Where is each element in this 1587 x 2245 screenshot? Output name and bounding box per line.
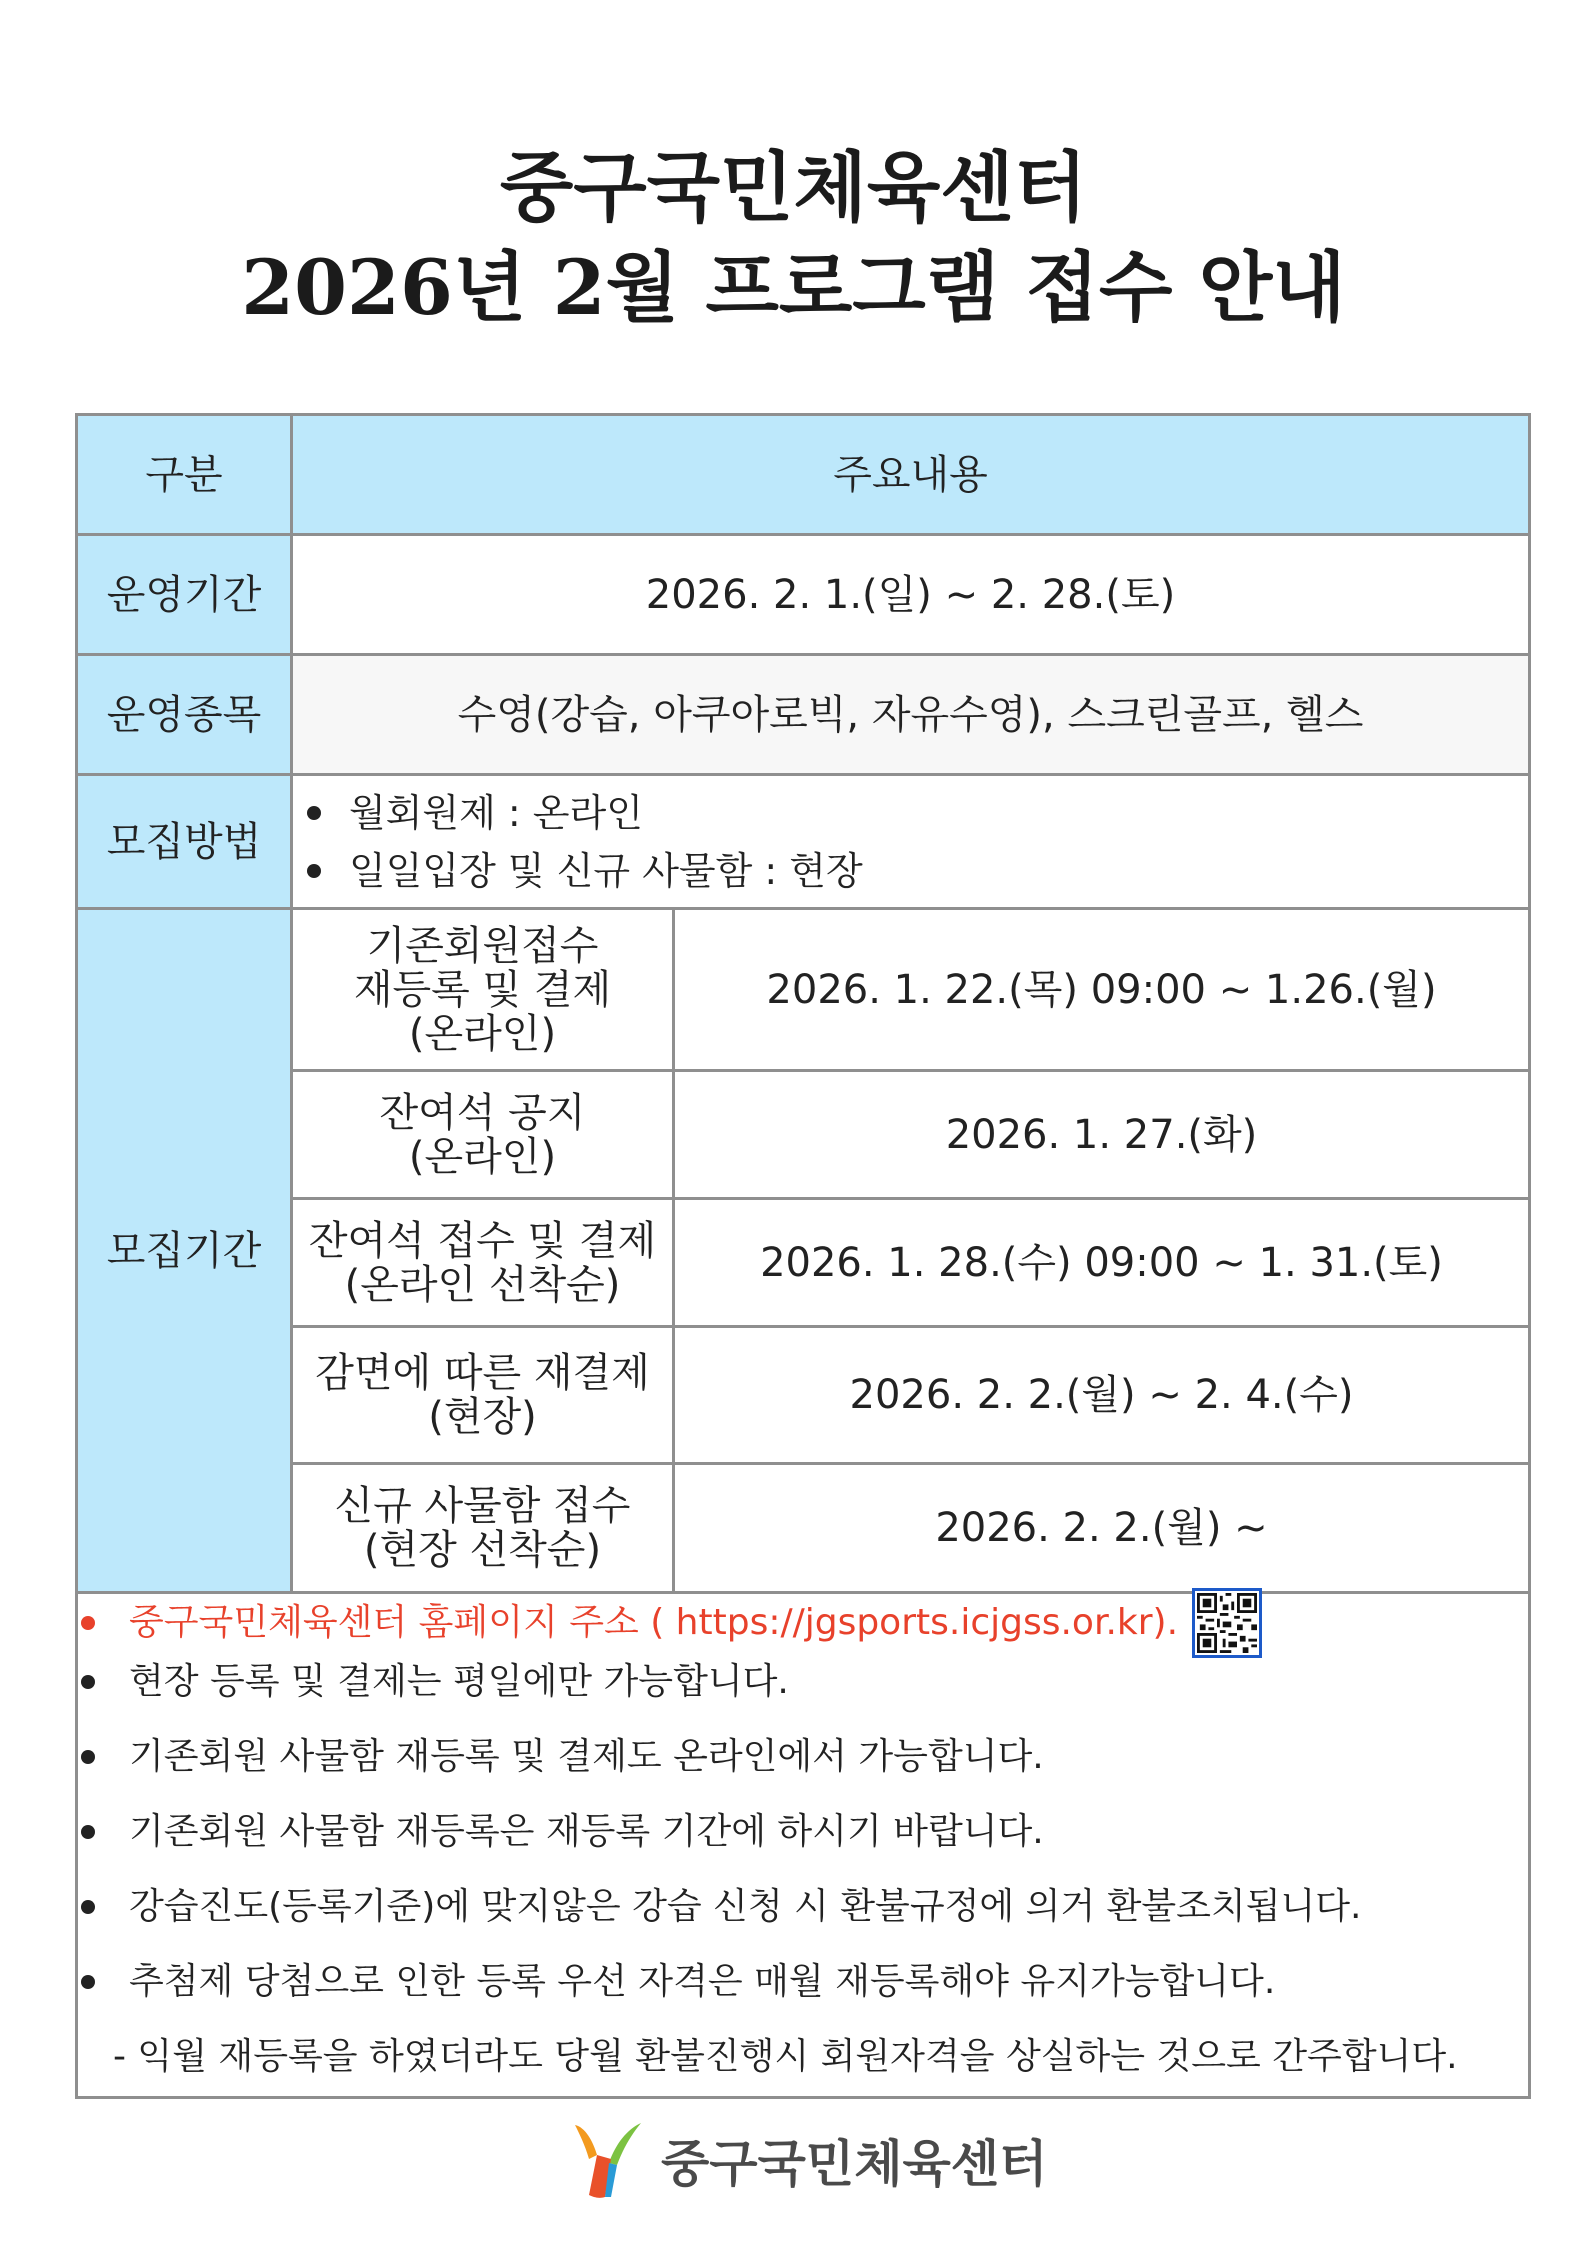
recruit-row-name: 감면에 따른 재결제 (현장) — [293, 1328, 675, 1465]
recruit-row-value: 2026. 1. 28.(수) 09:00 ~ 1. 31.(토) — [675, 1200, 1528, 1328]
recruit-row-name: 기존회원접수 재등록 및 결제 (온라인) — [293, 910, 675, 1072]
notes-section — [75, 1578, 1531, 2099]
note-item: 기존회원 사물함 재등록은 재등록 기간에 하시기 바랍니다. — [75, 1808, 1044, 1856]
header-content: 주요내용 — [293, 416, 1528, 536]
label-recruit-period: 모집기간 — [78, 910, 293, 1594]
label-operation-period: 운영기간 — [78, 536, 293, 656]
qr-code-icon[interactable] — [1192, 1588, 1262, 1658]
center-logo-icon — [567, 2119, 647, 2201]
list-item: 월회원제 : 온라인 — [307, 784, 863, 842]
recruit-row-name: 잔여석 공지 (온라인) — [293, 1072, 675, 1200]
recruit-row-name: 잔여석 접수 및 결제 (온라인 선착순) — [293, 1200, 675, 1328]
bullet-icon — [81, 1900, 95, 1914]
list-item: 일일입장 및 신규 사물함 : 현장 — [307, 842, 863, 900]
bullet-icon — [81, 1825, 95, 1839]
recruit-row-value: 2026. 1. 22.(목) 09:00 ~ 1.26.(월) — [675, 910, 1528, 1072]
homepage-link[interactable]: 중구국민체육센터 홈페이지 주소 ( https://jgsports.icjgss.or.kr). — [129, 1602, 1179, 1643]
footer-logo — [567, 2115, 1047, 2205]
footer-logo-text: 중구국민체육센터 — [661, 2135, 1048, 2193]
bullet-icon — [81, 1675, 95, 1689]
header-category: 구분 — [78, 416, 293, 536]
bullet-icon — [307, 864, 321, 878]
recruit-row-value: 2026. 2. 2.(월) ~ — [675, 1465, 1528, 1594]
bullet-icon — [81, 1975, 95, 1989]
homepage-note — [75, 1588, 1262, 1658]
recruit-method-list — [293, 776, 863, 907]
note-item: 기존회원 사물함 재등록 및 결제도 온라인에서 가능합니다. — [75, 1733, 1044, 1781]
value-operation-items: 수영(강습, 아쿠아로빅, 자유수영), 스크린골프, 헬스 — [293, 656, 1528, 776]
bullet-icon — [81, 1750, 95, 1764]
bullet-icon — [81, 1616, 95, 1630]
page-title-line1: 중구국민체육센터 — [499, 143, 1088, 232]
note-item: 강습진도(등록기준)에 맞지않은 강습 신청 시 환불규정에 의거 환불조치됩니다. — [75, 1883, 1361, 1931]
note-item: 현장 등록 및 결제는 평일에만 가능합니다. — [75, 1658, 789, 1706]
bullet-icon — [307, 806, 321, 820]
sub-note: - 익월 재등록을 하였더라도 당월 환불진행시 회원자격을 상실하는 것으로 간주합니다. — [113, 2036, 1458, 2077]
label-recruit-method: 모집방법 — [78, 776, 293, 910]
note-item: 추첨제 당첨으로 인한 등록 우선 자격은 매월 재등록해야 유지가능합니다. — [75, 1958, 1275, 2006]
value-operation-period: 2026. 2. 1.(일) ~ 2. 28.(토) — [293, 536, 1528, 656]
recruit-row-name: 신규 사물함 접수 (현장 선착순) — [293, 1465, 675, 1594]
recruit-row-value: 2026. 2. 2.(월) ~ 2. 4.(수) — [675, 1328, 1528, 1465]
label-operation-items: 운영종목 — [78, 656, 293, 776]
recruit-row-value: 2026. 1. 27.(화) — [675, 1072, 1528, 1200]
value-recruit-method — [293, 776, 1528, 910]
page-title-line2: 2026년 2월 프로그램 접수 안내 — [241, 243, 1346, 332]
